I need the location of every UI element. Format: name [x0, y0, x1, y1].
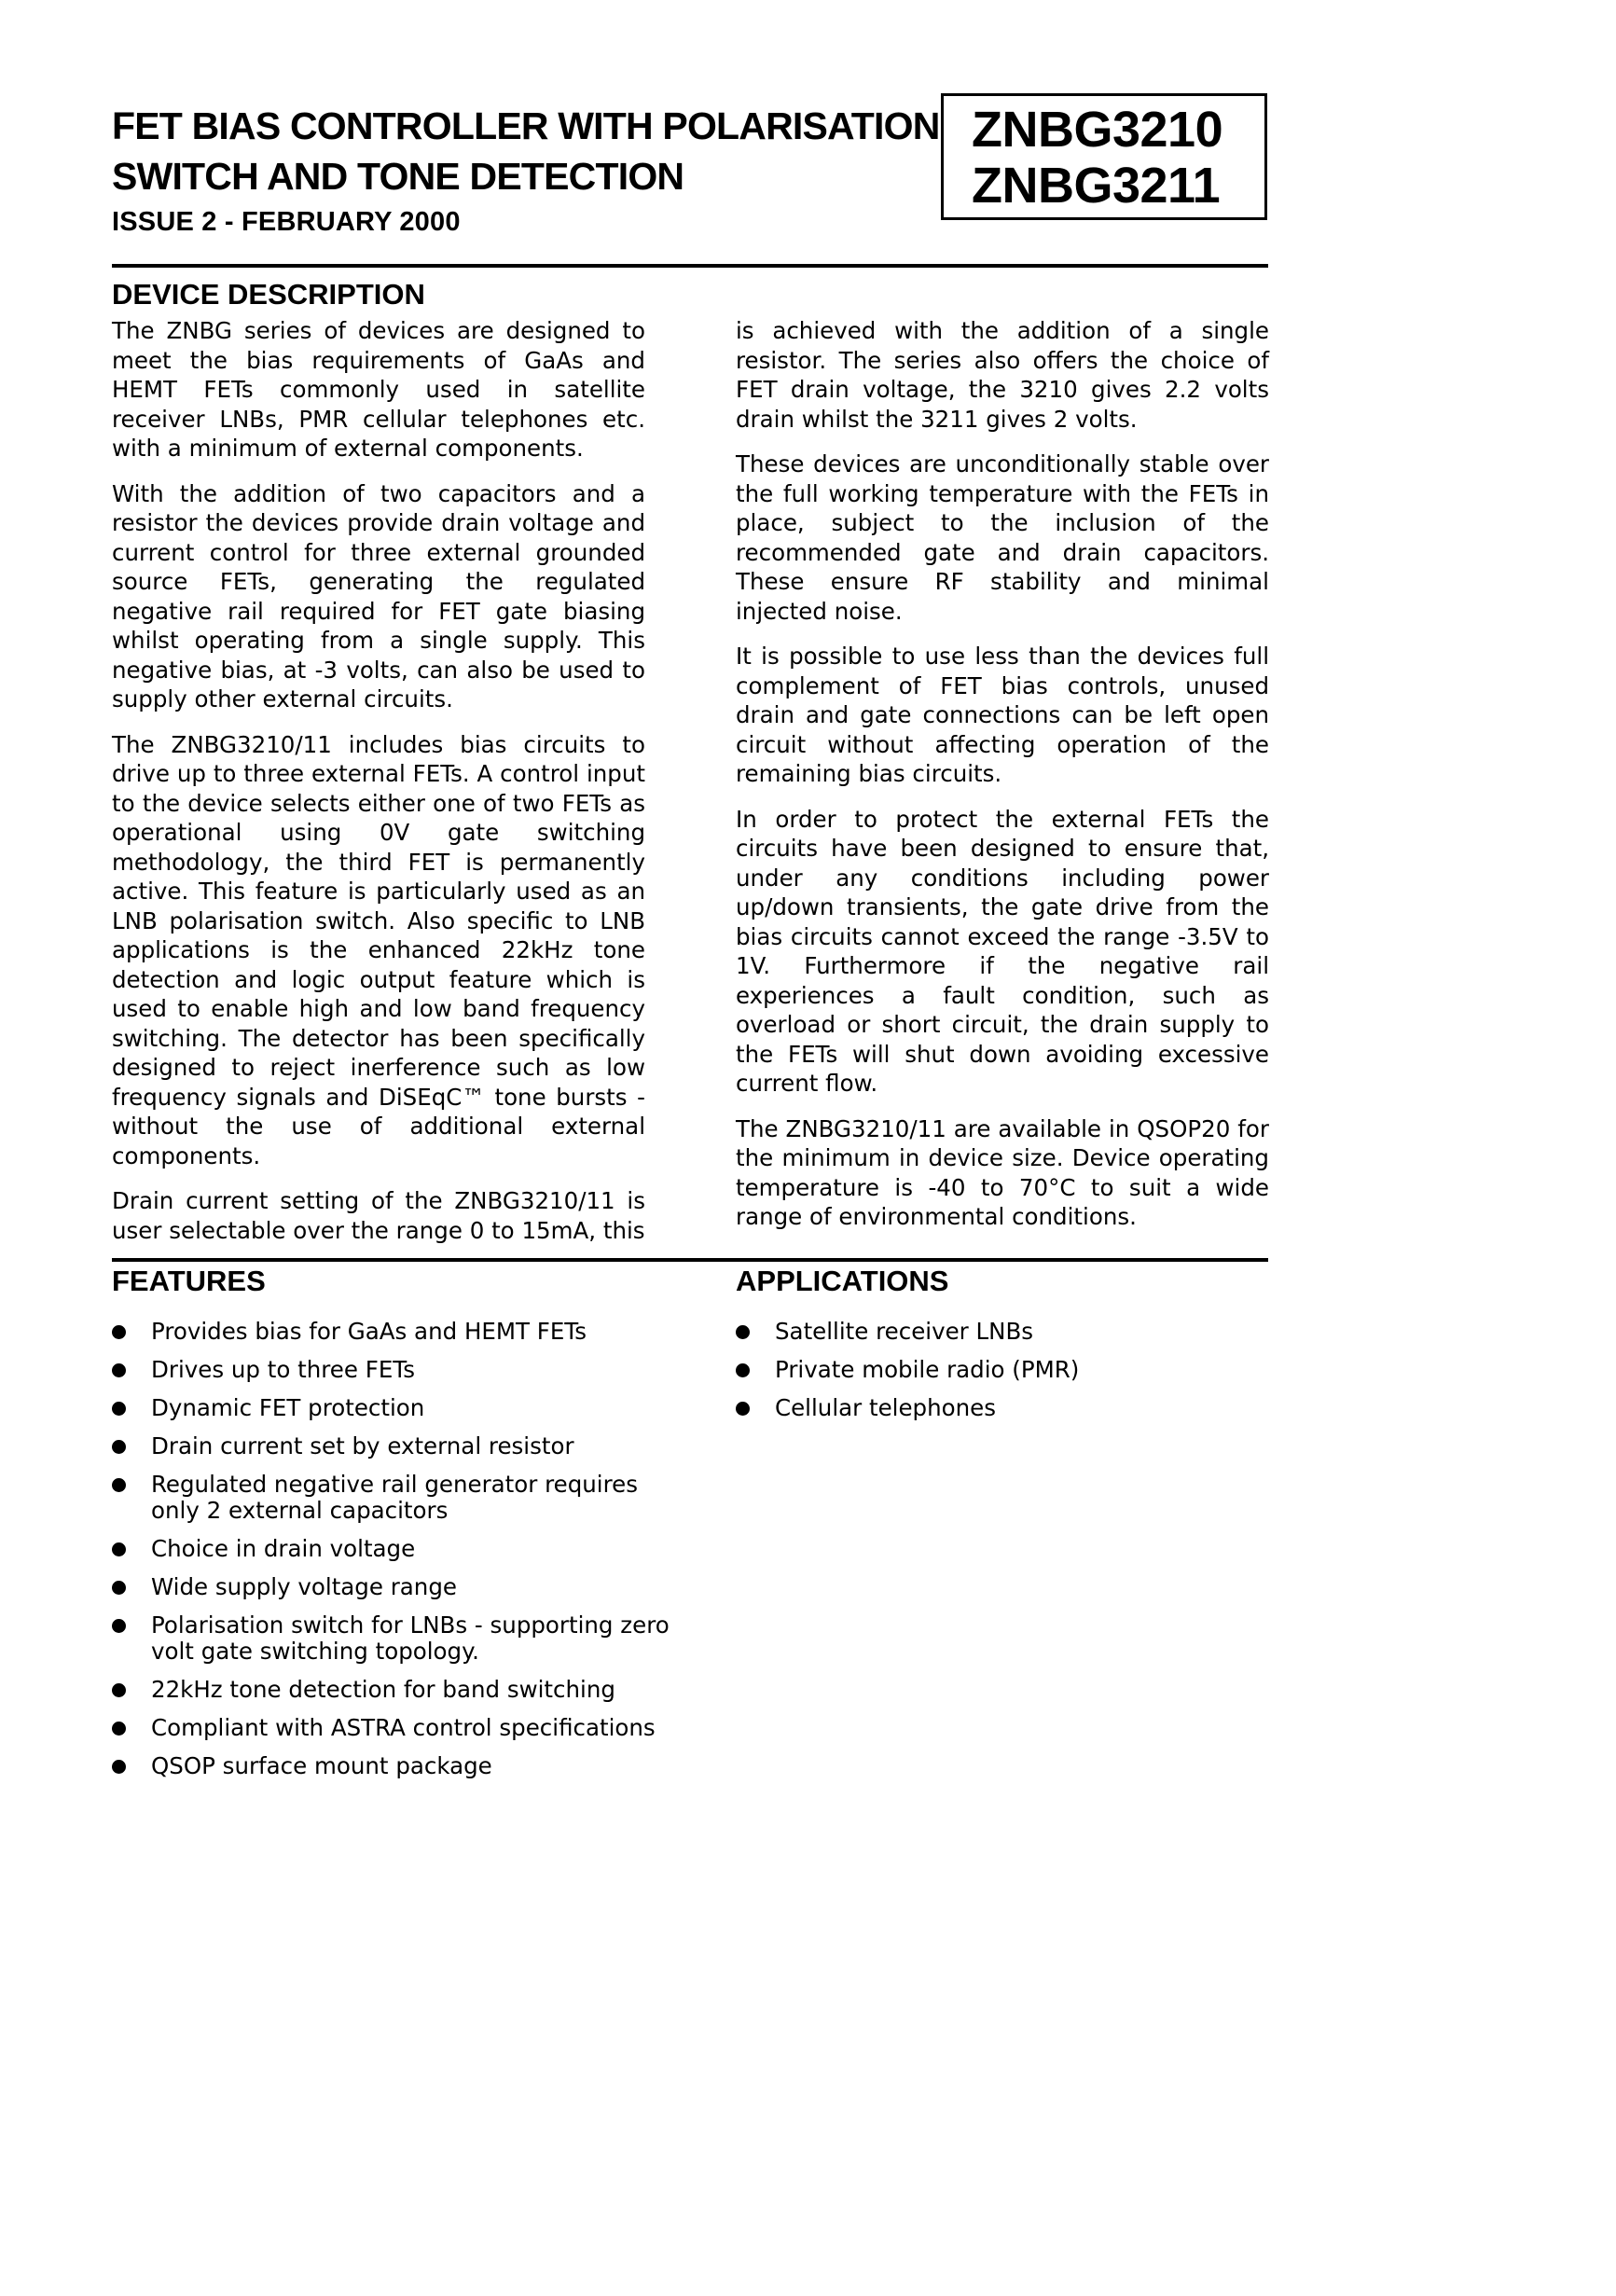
- bullet-icon: [112, 1683, 126, 1697]
- description-paragraph: The ZNBG series of devices are designed to meet the bias requirements of GaAs and HEMT FETs commonly used in satellite receiver LNBs, PMR cellular telephones etc. with a minimum of external components.: [112, 317, 645, 462]
- device-description-heading: DEVICE DESCRIPTION: [112, 278, 425, 311]
- bullet-icon: [112, 1619, 126, 1633]
- feature-text: Compliant with ASTRA control specifications: [151, 1714, 656, 1741]
- feature-text: 22kHz tone detection for band switching: [151, 1676, 615, 1703]
- bullet-icon: [736, 1325, 750, 1339]
- list-item: [112, 1395, 690, 1421]
- bullet-icon: [112, 1581, 126, 1595]
- section-divider: [112, 1258, 1268, 1262]
- feature-text: QSOP surface mount package: [151, 1752, 492, 1779]
- description-paragraph: These devices are unconditionally stable over the full working temperature with the FETs in place, subject to the inclusion of the recommended gate and drain capacitors. These ensure RF stability and minimal injected noise.: [736, 450, 1269, 625]
- feature-text: Provides bias for GaAs and HEMT FETs: [151, 1318, 587, 1345]
- list-item: [112, 1433, 690, 1459]
- description-paragraph: In order to protect the external FETs the circuits have been designed to ensure that, under any conditions including power up/down transients, the gate drive from the bias circuits cannot exceed the range -3.5V to 1V. Furthermore if the negative rail experiences a fault condition, such as overload or short circuit, the drain supply to the FETs will shut down avoiding excessive current flow.: [736, 805, 1269, 1097]
- list-item: [112, 1715, 690, 1741]
- feature-text: Regulated negative rail generator requires only 2 external capacitors: [151, 1471, 638, 1524]
- bullet-icon: [112, 1722, 126, 1736]
- feature-text: Wide supply voltage range: [151, 1573, 457, 1600]
- part-number-box: [941, 93, 1267, 220]
- title-line-2: SWITCH AND TONE DETECTION: [112, 155, 684, 198]
- application-text: Cellular telephones: [775, 1394, 996, 1421]
- feature-text: Choice in drain voltage: [151, 1535, 416, 1562]
- list-item: [112, 1753, 690, 1779]
- description-paragraph: It is possible to use less than the devices full complement of FET bias controls, unused drain and gate connections can be left open circuit without affecting operation of the remaining bias circuits.: [736, 643, 1269, 787]
- description-paragraph: The ZNBG3210/11 are available in QSOP20 for the minimum in device size. Device operating temperature is -40 to 70°C to suit a wide range of environmental conditions.: [736, 1114, 1269, 1230]
- description-paragraph: With the addition of two capacitors and a resistor the devices provide drain voltage and current control for three external grounded source FETs, generating the regulated negative rail required for FET gate biasing whilst operating from a single supply. This negative bias, at -3 volts, can also be used to supply other external circuits.: [112, 479, 645, 712]
- list-item: [112, 1612, 690, 1665]
- feature-text: Drives up to three FETs: [151, 1356, 415, 1383]
- list-item: [112, 1574, 690, 1600]
- part-number-3211: ZNBG3211: [972, 158, 1221, 214]
- list-item: [112, 1536, 690, 1562]
- bullet-icon: [736, 1363, 750, 1377]
- description-paragraph: Drain current setting of the ZNBG3210/11 is user selectable over the range 0 to 15mA, this: [112, 1187, 645, 1244]
- bullet-icon: [112, 1325, 126, 1339]
- list-item: [736, 1357, 1258, 1383]
- bullet-icon: [112, 1478, 126, 1492]
- list-item: [112, 1472, 690, 1524]
- application-text: Private mobile radio (PMR): [775, 1356, 1080, 1383]
- applications-heading: APPLICATIONS: [736, 1265, 949, 1297]
- part-number-3210: ZNBG3210: [972, 102, 1223, 158]
- description-paragraph: is achieved with the addition of a single resistor. The series also offers the choice of FET drain voltage, the 3210 gives 2.2 volts drain whilst the 3211 gives 2 volts.: [736, 317, 1269, 433]
- description-paragraph: The ZNBG3210/11 includes bias circuits to drive up to three external FETs. A control input to the device selects either one of two FETs as operational using 0V gate switching methodology, the third FET is permanently active. This feature is particularly used as an LNB polarisation switch. Also specific to LNB applications is the enhanced 22kHz tone detection and logic output feature which is used to enable high and low band frequency switching. The detector has been specifically designed to reject inerference such as low frequency signals and DiSEqC™ tone bursts - without the use of additional external components.: [112, 730, 645, 1169]
- description-right-column: [736, 316, 1269, 1248]
- header-divider: [112, 264, 1268, 268]
- bullet-icon: [112, 1760, 126, 1774]
- bullet-icon: [112, 1363, 126, 1377]
- applications-list: [736, 1319, 1258, 1433]
- bullet-icon: [112, 1440, 126, 1454]
- feature-text: Dynamic FET protection: [151, 1394, 425, 1421]
- document-title: [112, 101, 940, 201]
- bullet-icon: [112, 1402, 126, 1416]
- features-heading: FEATURES: [112, 1265, 266, 1297]
- description-left-column: [112, 316, 645, 1261]
- bullet-icon: [736, 1402, 750, 1416]
- list-item: [736, 1395, 1258, 1421]
- list-item: [736, 1319, 1258, 1345]
- feature-text: Drain current set by external resistor: [151, 1432, 574, 1459]
- list-item: [112, 1319, 690, 1345]
- issue-date: ISSUE 2 - FEBRUARY 2000: [112, 207, 461, 237]
- list-item: [112, 1357, 690, 1383]
- feature-text: Polarisation switch for LNBs - supporting zero volt gate switching topology.: [151, 1611, 670, 1665]
- list-item: [112, 1677, 690, 1703]
- application-text: Satellite receiver LNBs: [775, 1318, 1034, 1345]
- features-list: [112, 1319, 690, 1791]
- bullet-icon: [112, 1542, 126, 1556]
- title-line-1: FET BIAS CONTROLLER WITH POLARISATION: [112, 104, 940, 147]
